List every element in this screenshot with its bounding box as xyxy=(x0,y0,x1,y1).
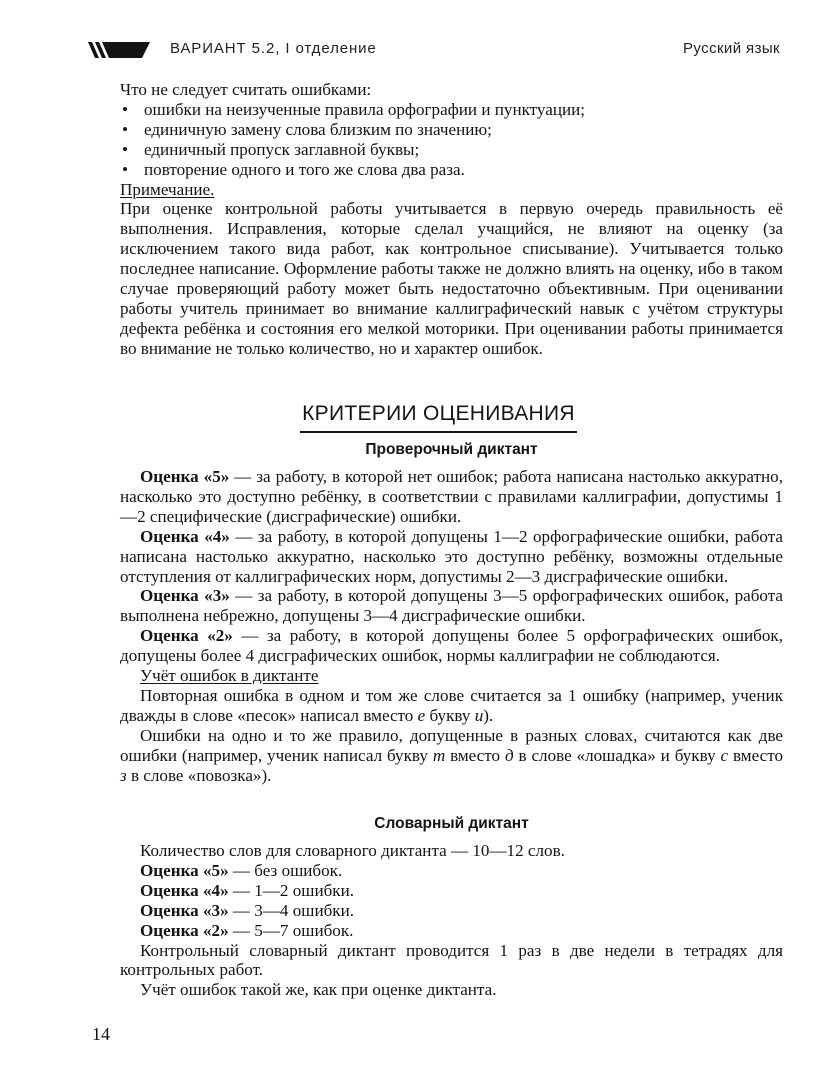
rule-letter: з xyxy=(120,765,127,785)
rule-text: в слове «повозка»). xyxy=(126,765,272,785)
list-item: • ошибки на неизученные правила орфографии и пунктуации; xyxy=(120,100,783,120)
rule-text: вместо xyxy=(728,745,783,765)
vocab-accounting: Учёт ошибок такой же, как при оценке диктанта. xyxy=(140,980,497,1000)
rule-letter: е xyxy=(417,705,426,725)
grade-text: — за работу, в которой допущены 1—2 орфографические ошибки, работа написана настолько аккуратно, насколько это доступно ребёнку, возможны отдельные отступления от каллиграфических норм, допустимы 2—3 дисграфические ошибки. xyxy=(120,526,783,586)
vocab-grade-3 xyxy=(120,901,783,921)
note-text: При оценке контрольной работы учитывается в первую очередь правильность её выполнения. Исправления, которые сделал учащийся, не влияют на оценку (за исключением такого вида работ, как контрольное списывание). Учитывается только последнее написание. Оформление работы также не должно влиять на оценку, ибо в таком случае проверяющий работу может быть недостаточно объективным. При оценивании работы учитель принимает во внимание каллиграфический навык с учётом структуры дефекта ребёнка и состояния его мелкой моторики. При оценивании работы принимается во внимание не только количество, но и характер ошибок. xyxy=(120,199,783,358)
grade-text: — за работу, в которой допущены 3—5 орфографических ошибок, работа выполнена небрежно, допущены 3—4 дисграфические ошибки. xyxy=(120,586,783,626)
rule-text: ). xyxy=(483,705,494,725)
same-rule xyxy=(120,726,783,786)
grade-text: — за работу, в которой нет ошибок; работа написана настолько аккуратно, насколько это доступно ребёнку, в соответствии с правилами каллиграфии, допустимы 1—2 специфические (дисграфические) ошибки. xyxy=(120,467,783,526)
dictation-heading: Проверочный диктант xyxy=(365,441,538,458)
grade-text: — 1—2 ошибки. xyxy=(228,880,355,900)
grade-label: Оценка «2» xyxy=(140,626,233,646)
errors-list xyxy=(120,100,783,180)
grade-text: — 5—7 ошибок. xyxy=(228,920,354,940)
list-item: • повторение одного и того же слова два раза. xyxy=(120,160,783,180)
grade-label: Оценка «5» xyxy=(140,467,230,486)
accounting-label: Учёт ошибок в диктанте xyxy=(140,666,319,686)
rule-letter: д xyxy=(504,745,514,765)
list-item: • единичный пропуск заглавной буквы; xyxy=(120,140,783,160)
criteria-title: КРИТЕРИИ ОЦЕНИВАНИЯ xyxy=(300,402,577,433)
dictation-grade-4 xyxy=(120,527,783,587)
page-header xyxy=(88,38,788,64)
grade-text: — за работу, в которой допущены более 5 орфографических ошибок, допущены более 4 дисграфических ошибок, нормы каллиграфии не соблюдаются. xyxy=(120,626,783,666)
grade-text: — 3—4 ошибки. xyxy=(228,900,355,920)
header-subject: Русский язык xyxy=(683,40,780,57)
rule-text: вместо xyxy=(445,745,505,765)
vocab-heading: Словарный диктант xyxy=(374,815,529,832)
rule-text: Повторная ошибка в одном и том же слове считается за 1 ошибку (например, ученик дважды в слове «песок» написал вместо xyxy=(120,685,783,725)
rule-letter: т xyxy=(432,745,446,765)
rule-letter: с xyxy=(720,745,729,765)
grade-label: Оценка «4» xyxy=(140,526,230,546)
vocab-count: Количество слов для словарного диктанта — 10—12 слов. xyxy=(140,841,565,860)
rule-text: букву xyxy=(425,705,475,725)
note-label: Примечание. xyxy=(120,179,215,199)
grade-label: Оценка «4» xyxy=(140,880,229,900)
rule-text: в слове «лошадка» и букву xyxy=(513,745,721,765)
rule-letter: и xyxy=(474,705,484,725)
grade-label: Оценка «3» xyxy=(140,586,230,606)
header-variant: ВАРИАНТ 5.2, I отделение xyxy=(170,40,377,57)
repeat-rule xyxy=(120,686,783,726)
stripes-logo-icon xyxy=(88,42,150,58)
vocab-grade-5 xyxy=(120,861,783,881)
dictation-grade-2 xyxy=(120,626,783,666)
errors-intro-title: Что не следует считать ошибками: xyxy=(120,80,372,99)
grade-label: Оценка «3» xyxy=(140,900,229,920)
dictation-block xyxy=(120,467,783,786)
vocab-block xyxy=(120,841,783,1000)
grade-label: Оценка «2» xyxy=(140,920,229,940)
vocab-grade-4 xyxy=(120,881,783,901)
rule-text: Ошибки на одно и то же правило, допущенные в разных словах, считаются как две ошибки (например, ученик написал букву xyxy=(120,725,783,765)
dictation-grade-3 xyxy=(120,586,783,626)
vocab-grade-2 xyxy=(120,921,783,941)
dictation-grade-5 xyxy=(120,467,783,527)
errors-intro-block xyxy=(120,80,783,359)
list-item: • единичную замену слова близким по значению; xyxy=(120,120,783,140)
page-number: 14 xyxy=(92,1024,110,1044)
vocab-control: Контрольный словарный диктант проводится 1 раз в две недели в тетрадях для контрольных работ. xyxy=(120,940,783,980)
grade-label: Оценка «5» xyxy=(140,860,229,880)
grade-text: — без ошибок. xyxy=(228,860,343,880)
